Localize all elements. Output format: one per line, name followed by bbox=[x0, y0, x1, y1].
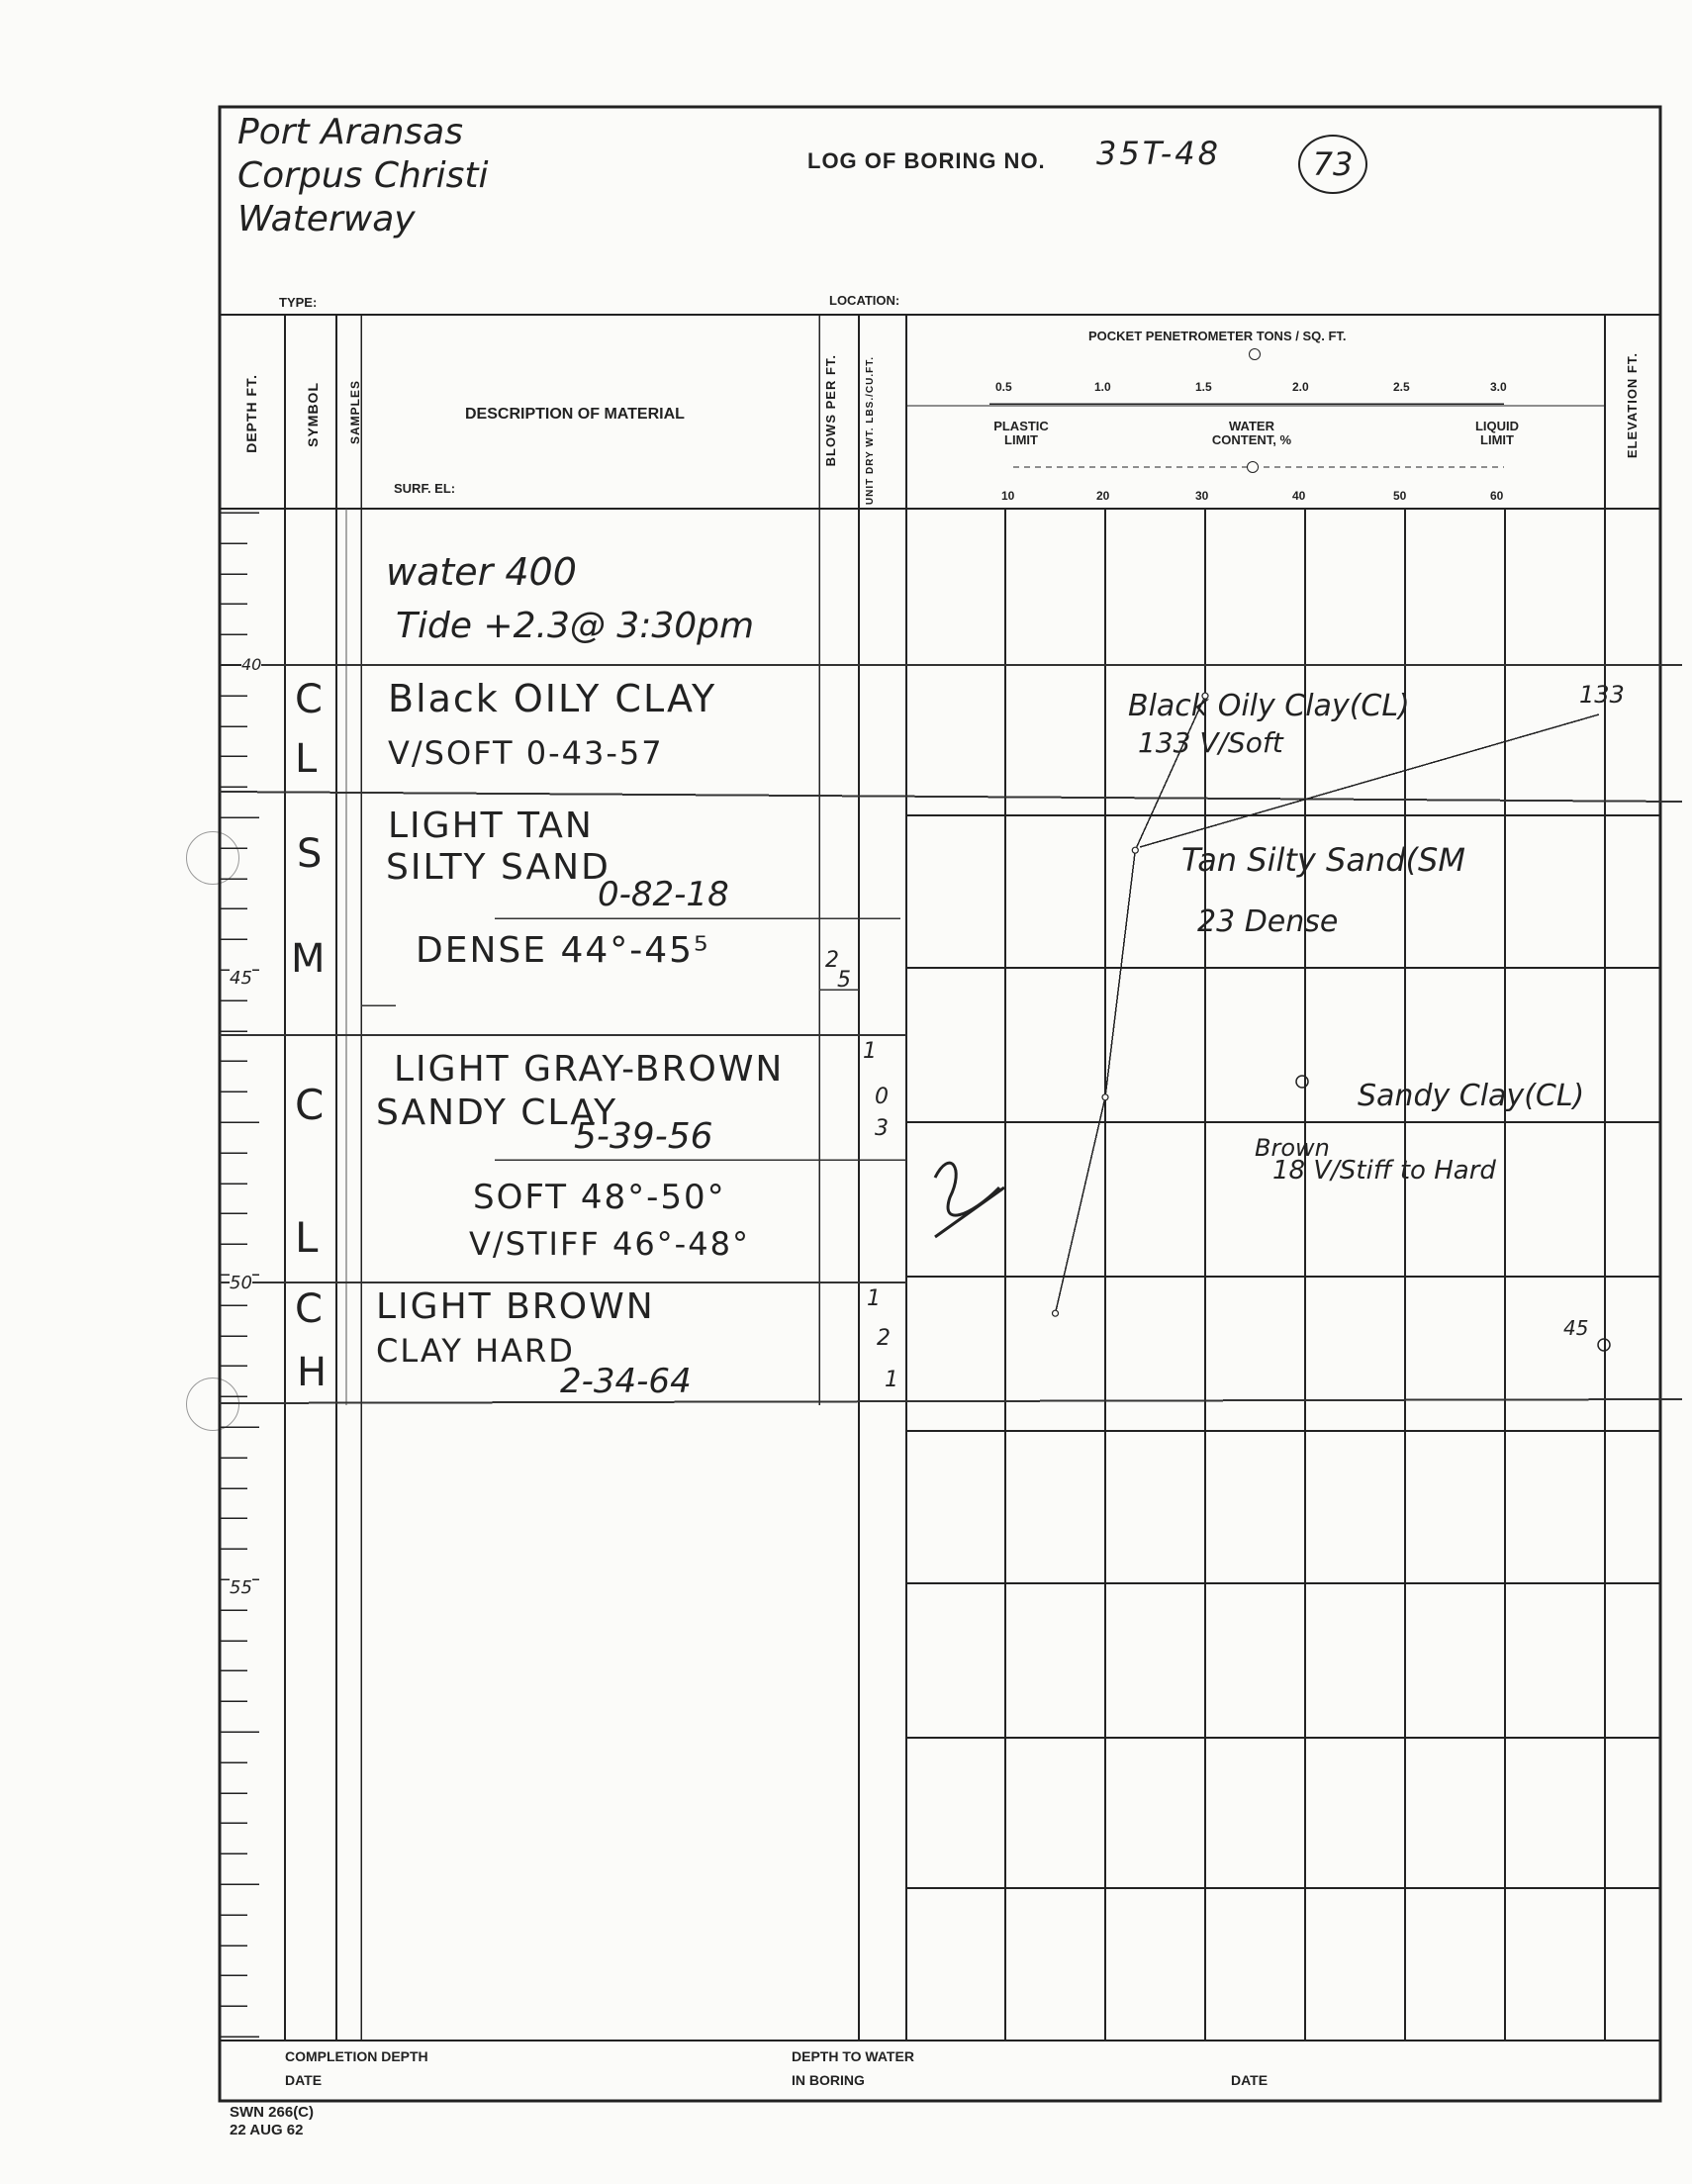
elevation-col-header: ELEVATION FT. bbox=[1625, 352, 1640, 459]
completion-depth-label: COMPLETION DEPTH bbox=[285, 2048, 428, 2064]
layer3-symbol-1: C bbox=[295, 1081, 327, 1129]
plastic-limit-label: PLASTIC LIMIT bbox=[993, 419, 1049, 447]
in-boring-label: IN BORING bbox=[792, 2072, 865, 2088]
wc-tick-0: 10 bbox=[1001, 489, 1015, 503]
depth-to-water-label: DEPTH TO WATER bbox=[792, 2048, 914, 2064]
layer3-line-2: SANDY CLAY bbox=[376, 1092, 618, 1133]
layer3-line-5: V/STIFF 46°-48° bbox=[469, 1225, 750, 1263]
note-sandy-clay: Sandy Clay(CL) bbox=[1358, 1079, 1585, 1113]
layer4-blows-3: 1 bbox=[885, 1368, 898, 1392]
initial-scribble bbox=[935, 1163, 1004, 1237]
marker-circle-b bbox=[1598, 1339, 1610, 1351]
surf-el-label: SURF. EL: bbox=[394, 481, 456, 496]
layer-note-line-2: Tide +2.3@ 3:30pm bbox=[396, 606, 755, 646]
type-label: TYPE: bbox=[279, 295, 318, 310]
location-label: LOCATION: bbox=[829, 293, 900, 308]
layer1-symbol-1: C bbox=[295, 677, 325, 722]
pen-tick-3: 2.0 bbox=[1292, 380, 1309, 394]
note-vstiff-hard: 18 V/Stiff to Hard bbox=[1272, 1156, 1496, 1186]
project-line-1: Port Aransas bbox=[237, 112, 463, 152]
data-point bbox=[1053, 1310, 1059, 1316]
wc-tick-2: 30 bbox=[1195, 489, 1209, 503]
layer4-line-2: CLAY HARD bbox=[376, 1332, 575, 1370]
layer3-line-4: SOFT 48°-50° bbox=[473, 1178, 726, 1217]
layer4-line-1: LIGHT BROWN bbox=[376, 1286, 655, 1327]
wc-tick-1: 20 bbox=[1096, 489, 1110, 503]
data-point bbox=[1132, 847, 1138, 853]
water-date-label: DATE bbox=[1231, 2072, 1269, 2088]
water-content-label: WATER CONTENT, % bbox=[1211, 419, 1292, 447]
penetrometer-title: POCKET PENETROMETER TONS / SQ. FT. bbox=[1088, 329, 1347, 343]
liquid-limit-label: LIQUID LIMIT bbox=[1474, 419, 1520, 447]
layer3-blows-1: 1 bbox=[863, 1039, 877, 1064]
depth-label-45: 45 bbox=[230, 968, 252, 989]
note-black-oily-clay: Black Oily Clay(CL) bbox=[1128, 689, 1410, 723]
note-tan-silty-sand: Tan Silty Sand(SM bbox=[1181, 841, 1465, 879]
data-point bbox=[1102, 1094, 1108, 1100]
symbol-col-header: SYMBOL bbox=[305, 382, 321, 447]
note-23-dense: 23 Dense bbox=[1197, 904, 1339, 939]
note-brown: Brown bbox=[1255, 1134, 1330, 1162]
layer2-line-1: LIGHT TAN bbox=[388, 806, 594, 846]
form-date: 22 AUG 62 bbox=[230, 2122, 304, 2138]
wc-tick-5: 60 bbox=[1490, 489, 1504, 503]
completion-date-label: DATE bbox=[285, 2072, 323, 2088]
layer2-line-4: DENSE 44°-45⁵ bbox=[416, 930, 710, 971]
project-line-2: Corpus Christi bbox=[237, 155, 489, 196]
description-col-header: DESCRIPTION OF MATERIAL bbox=[465, 406, 685, 423]
layer1-line-1: Black OILY CLAY bbox=[388, 677, 717, 720]
wc-tick-3: 40 bbox=[1292, 489, 1306, 503]
depth-label-55: 55 bbox=[230, 1577, 252, 1598]
layer2-symbol-1: S bbox=[297, 831, 325, 877]
note-133-elev: 133 bbox=[1579, 681, 1625, 709]
form-number: SWN 266(C) bbox=[230, 2104, 315, 2121]
pen-tick-4: 2.5 bbox=[1393, 380, 1410, 394]
blows-col-header: BLOWS PER FT. bbox=[823, 354, 838, 467]
layer4-symbol-2: H bbox=[297, 1350, 329, 1395]
pen-tick-2: 1.5 bbox=[1195, 380, 1212, 394]
layer4-blows-1: 1 bbox=[867, 1286, 881, 1311]
layer1-line-2: V/SOFT 0-43-57 bbox=[388, 734, 664, 772]
pen-tick-0: 0.5 bbox=[995, 380, 1012, 394]
depth-label-40: 40 bbox=[241, 655, 262, 674]
layer-note-line-1: water 400 bbox=[386, 550, 577, 594]
boring-number: 35T-48 bbox=[1096, 135, 1221, 172]
layer2-blows-2: 5 bbox=[837, 968, 851, 993]
layer3-symbol-2: L bbox=[295, 1213, 321, 1262]
depth-label-50: 50 bbox=[230, 1273, 252, 1293]
layer3-line-3: 5-39-56 bbox=[574, 1116, 713, 1157]
depth-col-header: DEPTH FT. bbox=[243, 374, 259, 453]
layer4-line-3: 2-34-64 bbox=[560, 1362, 692, 1401]
layer2-line-2: SILTY SAND bbox=[386, 847, 611, 888]
marker-circle-a bbox=[1296, 1076, 1308, 1088]
note-45: 45 bbox=[1563, 1316, 1589, 1340]
circled-number: 73 bbox=[1298, 135, 1367, 194]
pen-tick-5: 3.0 bbox=[1490, 380, 1507, 394]
series-line bbox=[1056, 696, 1206, 1313]
layer2-symbol-2: M bbox=[291, 936, 328, 982]
project-line-3: Waterway bbox=[237, 199, 416, 239]
samples-col-header: SAMPLES bbox=[348, 380, 362, 445]
layer2-blows-1: 2 bbox=[825, 948, 839, 973]
layer4-blows-2: 2 bbox=[877, 1326, 891, 1351]
layer3-blows-2: 0 bbox=[875, 1085, 889, 1109]
log-title: LOG OF BORING NO. bbox=[807, 148, 1046, 173]
note-133-vsoft: 133 V/Soft bbox=[1138, 726, 1283, 759]
pen-tick-1: 1.0 bbox=[1094, 380, 1111, 394]
layer4-symbol-1: C bbox=[295, 1286, 325, 1332]
layer3-line-1: LIGHT GRAY-BROWN bbox=[394, 1049, 785, 1090]
layer1-symbol-2: L bbox=[295, 736, 320, 782]
layer2-line-3: 0-82-18 bbox=[598, 875, 729, 914]
layer3-blows-3: 3 bbox=[875, 1116, 889, 1141]
unit-wt-col-header: UNIT DRY WT. LBS./CU.FT. bbox=[865, 356, 876, 506]
wc-tick-4: 50 bbox=[1393, 489, 1407, 503]
